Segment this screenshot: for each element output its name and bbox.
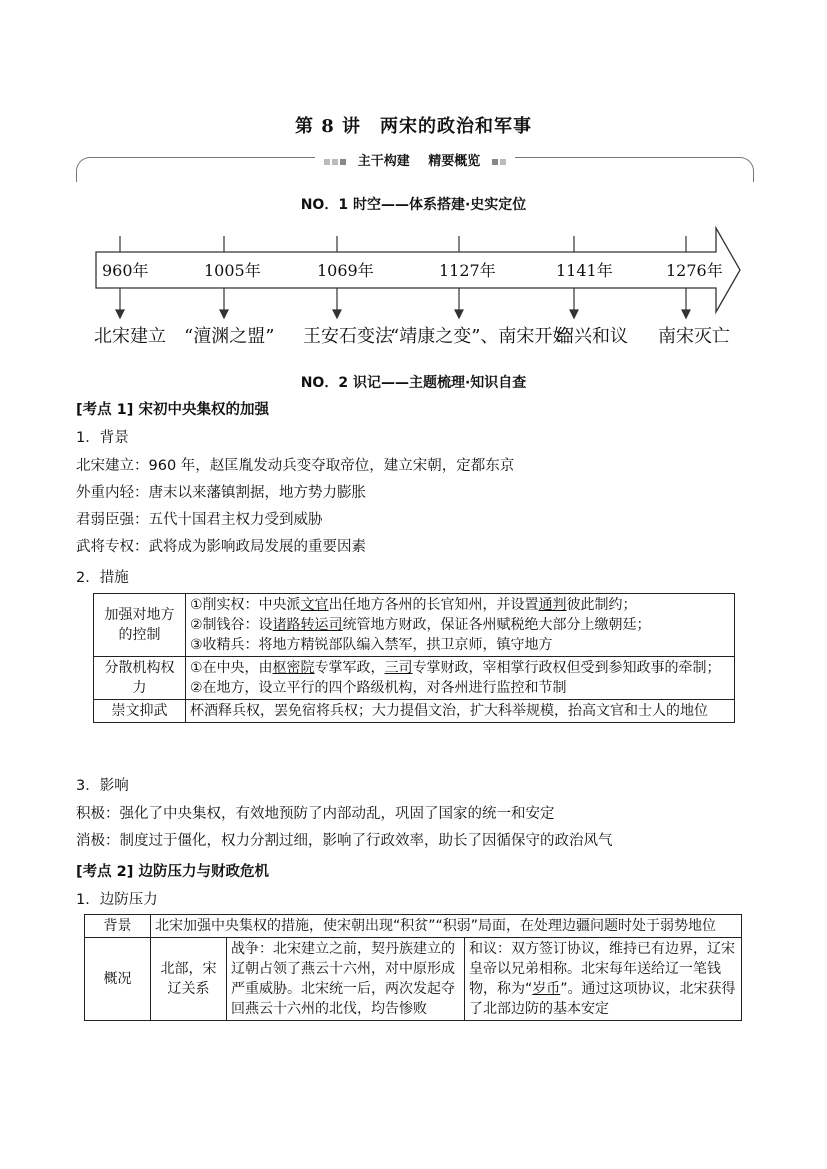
measure-category: 加强对地方的控制 <box>94 594 186 657</box>
impact-line: 积极：强化了中央集权，有效地预防了内部动乱，巩固了国家的统一和安定 <box>76 806 555 822</box>
table-row <box>85 915 742 938</box>
underlined-term: 三司 <box>384 660 413 676</box>
section-banner <box>76 150 754 182</box>
underlined-term: 通判 <box>538 597 567 613</box>
relation-label: 北部，宋辽关系 <box>151 938 227 1021</box>
impact-line: 消极：制度过于僵化，权力分割过细，影响了行政效率，助长了因循保守的政治风气 <box>76 833 613 849</box>
measure-detail: ①削实权：中央派文官出任地方各州的长官知州，并设置通判彼此制约； ②制钱谷：设诸路转运司统管地方财政，保证各州赋税绝大部分上缴朝廷； ③收精兵：将地方精锐部队编入禁军，拱卫京师，镇守地方 <box>186 594 735 657</box>
war-text: 战争：北宋建立之前，契丹族建立的辽朝占领了燕云十六州，对中原形成严重威胁。北宋统一后，两次发起夺回燕云十六州的北伐，均告惨败 <box>227 938 465 1021</box>
impact-heading: 3．影响 <box>76 778 129 794</box>
measure-category: 分散机构权力 <box>94 657 186 700</box>
timeline-event: 北宋建立 <box>94 326 166 347</box>
row-label: 概况 <box>85 938 151 1021</box>
measure-category: 崇文抑武 <box>94 700 186 723</box>
timeline-event: 南宋灭亡 <box>658 326 730 347</box>
timeline-year: 1069年 <box>317 261 374 280</box>
underlined-term: 诸路转运司 <box>272 617 343 633</box>
timeline-year: 960年 <box>102 261 149 280</box>
underlined-term: 岁币 <box>532 981 561 997</box>
timeline-year: 1005年 <box>204 261 261 280</box>
row-label: 背景 <box>85 915 151 938</box>
timeline-event: “靖康之变”、南宋开始 <box>390 326 571 347</box>
timeline-event: “澶渊之盟” <box>184 326 275 347</box>
border-pressure-heading: 1．边防压力 <box>76 892 158 908</box>
background-text: 北宋加强中央集权的措施，使宋朝出现“积贫”“积弱”局面，在处理边疆问题时处于弱势地位 <box>151 915 742 938</box>
section-no1-heading: NO．1 时空——体系搭建·史实定位 <box>300 197 527 213</box>
banner-right-label: 精要概览 <box>428 154 481 169</box>
section-no2-heading: NO．2 识记——主题梳理·知识自查 <box>300 375 527 391</box>
banner-left-label: 主干构建 <box>357 154 410 169</box>
underlined-term: 枢密院 <box>272 660 315 676</box>
peace-text: 和议：双方签订协议，维持已有边界，辽宋皇帝以兄弟相称。北宋每年送给辽一笔钱物，称为“岁币”。通过这项协议，北宋获得了北部边防的基本安定 <box>465 938 742 1021</box>
table-row <box>94 594 735 657</box>
border-table <box>84 914 742 1021</box>
measure-detail: 杯酒释兵权，罢免宿将兵权；大力提倡文治，扩大科举规模，抬高文官和士人的地位 <box>186 700 735 723</box>
timeline <box>92 222 752 352</box>
table-row <box>85 938 742 1021</box>
background-line: 北宋建立：960 年，赵匡胤发动兵变夺取帝位，建立宋朝，定都东京 <box>76 458 515 474</box>
background-line: 武将专权：武将成为影响政局发展的重要因素 <box>76 539 366 555</box>
timeline-year: 1127年 <box>439 261 496 280</box>
timeline-event: 王安石变法 <box>303 326 393 347</box>
underlined-term: 文官 <box>300 597 329 613</box>
topic-2-heading: [考点 2] 边防压力与财政危机 <box>76 864 269 880</box>
measure-detail: ①在中央，由枢密院专掌军政，三司专掌财政，宰相掌行政权但受到参知政事的牵制； ②在地方，设立平行的四个路级机构，对各州进行监控和节制 <box>186 657 735 700</box>
timeline-event: 绍兴和议 <box>556 326 628 347</box>
measures-heading: 2．措施 <box>76 570 129 586</box>
timeline-year: 1276年 <box>666 261 723 280</box>
background-line: 君弱臣强：五代十国君主权力受到威胁 <box>76 512 323 528</box>
table-row <box>94 657 735 700</box>
timeline-year: 1141年 <box>556 261 613 280</box>
background-line: 外重内轻：唐末以来藩镇割据，地方势力膨胀 <box>76 485 366 501</box>
table-row <box>94 700 735 723</box>
background-heading: 1．背景 <box>76 430 129 446</box>
measures-table <box>93 593 735 723</box>
topic-1-heading: [考点 1] 宋初中央集权的加强 <box>76 402 269 418</box>
lesson-title: 第 8 讲 两宋的政治和军事 <box>294 116 533 137</box>
